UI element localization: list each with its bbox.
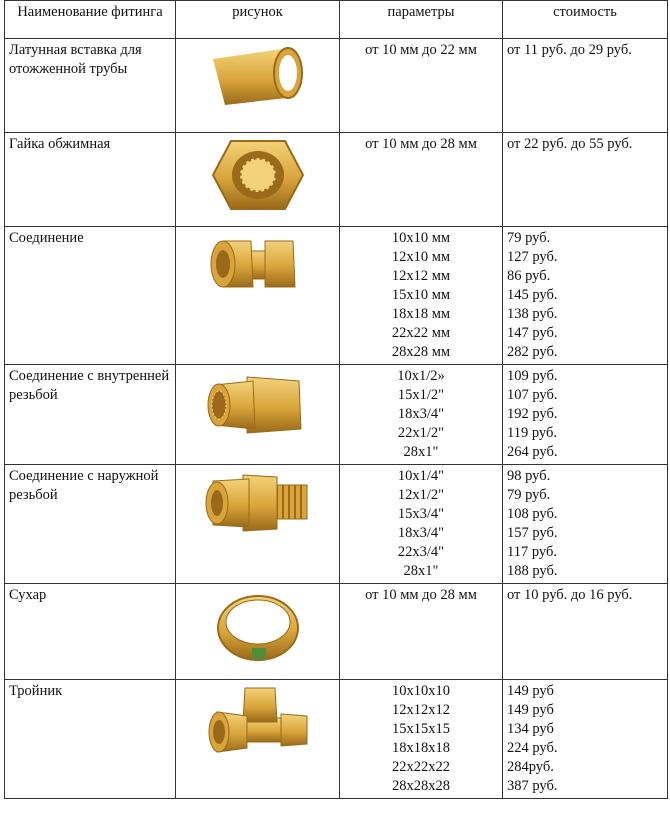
table-row <box>5 465 668 584</box>
param-value: 28x1" <box>403 444 439 460</box>
fitting-picture <box>176 465 340 584</box>
fittings-price-table <box>4 0 668 799</box>
fitting-params <box>340 680 503 799</box>
table-row <box>5 227 668 365</box>
male-thread-coupling-icon <box>180 467 335 539</box>
price-value: 86 руб. <box>507 268 551 284</box>
brass-sleeve-insert-icon <box>180 41 335 111</box>
fitting-name: Соединение с наружной резьбой <box>5 465 176 584</box>
param-value: 10x1/2» <box>397 368 445 384</box>
price-value: от 10 руб. до 16 руб. <box>507 587 633 603</box>
compression-nut-icon <box>180 135 335 213</box>
param-value: 18x18 мм <box>391 306 451 322</box>
fitting-picture <box>176 365 340 465</box>
fitting-name: Соединение <box>5 227 176 365</box>
table-row <box>5 133 668 227</box>
param-value: 22x22 мм <box>391 325 451 341</box>
header-picture: рисунок <box>176 1 340 39</box>
fitting-price <box>503 680 668 799</box>
param-value: 12x1/2" <box>397 487 445 503</box>
fitting-name: Тройник <box>5 680 176 799</box>
fitting-price <box>503 365 668 465</box>
param-value: 18x3/4" <box>397 406 445 422</box>
param-value: 18x3/4" <box>397 525 445 541</box>
price-value: 145 руб. <box>507 287 558 303</box>
price-value: 138 руб. <box>507 306 558 322</box>
price-value: 188 руб. <box>507 563 558 579</box>
price-value: 79 руб. <box>507 487 551 503</box>
param-value: 15x1/2" <box>397 387 445 403</box>
price-value: 119 руб. <box>507 425 557 441</box>
fitting-params <box>340 365 503 465</box>
price-value: 192 руб. <box>507 406 558 422</box>
price-value: 264 руб. <box>507 444 558 460</box>
tee-fitting-icon <box>180 682 335 777</box>
price-value: 149 руб <box>507 683 554 699</box>
price-value: 98 руб. <box>507 468 551 484</box>
param-value: 15x10 мм <box>391 287 451 303</box>
param-value: 12x12 мм <box>391 268 451 284</box>
price-value: 79 руб. <box>507 230 551 246</box>
table-row <box>5 39 668 133</box>
price-value: 149 руб <box>507 702 554 718</box>
param-value: 15x3/4" <box>397 506 445 522</box>
param-value: 28x28 мм <box>391 344 451 360</box>
param-value: 10x10x10 <box>392 683 450 699</box>
param-value: 12x10 мм <box>391 249 451 265</box>
fitting-name: Соединение с внутренней резьбой <box>5 365 176 465</box>
fitting-params <box>340 39 503 133</box>
table-row <box>5 584 668 680</box>
price-value: 387 руб. <box>507 778 558 794</box>
fitting-name: Латунная вставка для отожженной трубы <box>5 39 176 133</box>
param-value: 15x15x15 <box>392 721 450 737</box>
param-value: от 10 мм до 22 мм <box>365 42 477 58</box>
price-value: 147 руб. <box>507 325 558 341</box>
brass-ferrule-ring-icon <box>180 586 335 666</box>
price-value: 134 руб <box>507 721 554 737</box>
price-value: 107 руб. <box>507 387 558 403</box>
female-thread-coupling-icon <box>180 367 335 442</box>
fitting-name: Гайка обжимная <box>5 133 176 227</box>
fitting-params <box>340 465 503 584</box>
param-value: 18x18x18 <box>392 740 450 756</box>
fitting-picture <box>176 39 340 133</box>
param-value: 28x28x28 <box>392 778 450 794</box>
fitting-price <box>503 133 668 227</box>
fitting-params <box>340 227 503 365</box>
straight-coupling-icon <box>180 229 335 299</box>
fitting-name: Сухар <box>5 584 176 680</box>
fitting-params <box>340 133 503 227</box>
param-value: 22x1/2" <box>397 425 445 441</box>
param-value: 12x12x12 <box>392 702 450 718</box>
fitting-price <box>503 584 668 680</box>
fitting-picture <box>176 227 340 365</box>
price-value: от 22 руб. до 55 руб. <box>507 136 633 152</box>
price-value: 117 руб. <box>507 544 557 560</box>
price-value: 284руб. <box>507 759 554 775</box>
fitting-price <box>503 227 668 365</box>
param-value: 22x3/4" <box>397 544 445 560</box>
price-value: 109 руб. <box>507 368 558 384</box>
param-value: от 10 мм до 28 мм <box>365 136 477 152</box>
price-value: 282 руб. <box>507 344 558 360</box>
header-price: стоимость <box>503 1 668 39</box>
param-value: 28x1" <box>403 563 439 579</box>
param-value: от 10 мм до 28 мм <box>365 587 477 603</box>
header-name: Наименование фитинга <box>5 1 176 39</box>
param-value: 10x1/4" <box>397 468 445 484</box>
price-value: 224 руб. <box>507 740 558 756</box>
price-value: 108 руб. <box>507 506 558 522</box>
fitting-picture <box>176 133 340 227</box>
header-row <box>5 1 668 39</box>
param-value: 10x10 мм <box>391 230 451 246</box>
price-value: 127 руб. <box>507 249 558 265</box>
price-value: от 11 руб. до 29 руб. <box>507 42 632 58</box>
fitting-picture <box>176 584 340 680</box>
fitting-price <box>503 39 668 133</box>
param-value: 22x22x22 <box>392 759 450 775</box>
fitting-params <box>340 584 503 680</box>
header-params: параметры <box>340 1 503 39</box>
fitting-picture <box>176 680 340 799</box>
price-value: 157 руб. <box>507 525 558 541</box>
table-row <box>5 680 668 799</box>
fitting-price <box>503 465 668 584</box>
table-row <box>5 365 668 465</box>
